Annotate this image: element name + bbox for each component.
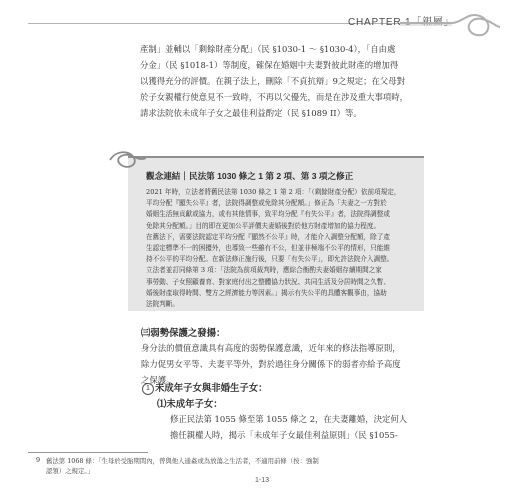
text-line: 擔任親權人時，揭示「未成年子女最佳利益原則」（民 §1055-	[170, 430, 398, 440]
section-heading: ㈢弱勢保護之發揚：	[141, 328, 226, 339]
text-line: 在舊法下，需要法院認定平均分配『顯然不公平』時，才能介入調整分配額，除了產	[146, 232, 390, 241]
text-line: 修正民法第 1055 條至第 1055 條之 2，在夫妻離婚，決定何人	[170, 414, 408, 424]
text-line: 認領）之規定。」	[46, 467, 94, 475]
text-line: 以獲得充分的評價。在親子法上，刪除「不貞抗辯」9之規定；在父母對	[140, 76, 405, 86]
text-line: 立法者並訂同條第 3 項：「法院為前項裁判時，應綜合衡酌夫妻婚姻存續期間之家	[146, 266, 382, 275]
text-line: 婚姻生活無貢獻或協力，或有其他情事，致平均分配『有失公平』者，法院得調整或	[146, 210, 390, 219]
text-line: 法院判斷。	[146, 300, 179, 309]
concept-box-title: 觀念連結｜民法第 1030 條之 1 第 2 項、第 3 項之修正	[146, 171, 354, 181]
footnote-rule	[28, 452, 148, 453]
chapter-header: CHAPTER 1「親屬」	[348, 17, 455, 28]
text-line: 於子女親權行使意見不一致時，不再以父優先，而是在涉及重大事項時，	[140, 92, 408, 102]
knot-ornament-icon	[108, 148, 146, 172]
item-heading: 未成年子女與非婚生子女：	[155, 383, 268, 394]
subitem-heading: ⑴未成年子女：	[157, 399, 223, 410]
knot-ornament-icon	[400, 5, 500, 45]
text-line: 之保護。	[141, 375, 175, 385]
text-line: 身分法的價值意識具有高度的弱勢保護意識，近年來的修法指導原則，	[141, 343, 401, 353]
text-line: 產制」並輔以「剩餘財產分配」（民 §1030-1 ～ §1030-4），「自由處	[140, 44, 396, 54]
item-number-badge: 1	[142, 383, 154, 395]
text-line: 請求法院依未成年子女之最佳利益酌定（民 §1089 II）等。	[140, 108, 362, 118]
footnote-text	[38, 456, 428, 476]
text-line: 舊法第 1068 條：「生母於受胎期間內，曾與他人通姦或為放蕩之生活者，不適用前條（按：強制	[46, 457, 319, 465]
text-line: 2021 年時，立法者將舊民法第 1030 條之 1 第 2 項：「（剩餘財產分配）依前項規定，	[146, 188, 401, 196]
text-line: 持不公平的平均分配。在新法修正施行後，只要「有失公平」，即允許法院介入調整。	[146, 255, 394, 264]
concept-box-top-rule	[128, 156, 424, 158]
text-line: 生認定標準不一的困擾外，也導致一些雖有不公，但並非極端不公平的情形，只能維	[146, 244, 390, 253]
text-line: 事勞動、子女照顧養育、對家庭付出之整體協力狀況、共同生活及分居時間之久暫、	[146, 277, 390, 286]
text-line: 免除其分配額。」目的即在更加公平評價夫妻婚後對於他方財產增加的協力程度。	[146, 221, 381, 230]
intro-paragraph	[140, 41, 425, 121]
text-line: 分金」（民 §1018-1）等制度，確保在婚姻中夫妻對彼此財產的增加得	[140, 60, 399, 70]
text-line: 婚後財產取得時間、雙方之經濟能力等因素。」揭示有失公平的具體客觀事由，協助	[146, 288, 387, 297]
text-line: 平均分配『顯失公平』者，法院得調整或免除其分配額。」修正為「夫妻之一方對於	[146, 199, 387, 208]
concept-box-text	[146, 187, 416, 310]
page-number: 1-13	[255, 477, 270, 484]
footnote-number: 9	[36, 456, 41, 464]
text-line: 除力促男女平等、夫妻平等外，對於過往身分關係下的弱者亦給予高度	[141, 359, 401, 369]
subitem-paragraph	[170, 411, 420, 443]
